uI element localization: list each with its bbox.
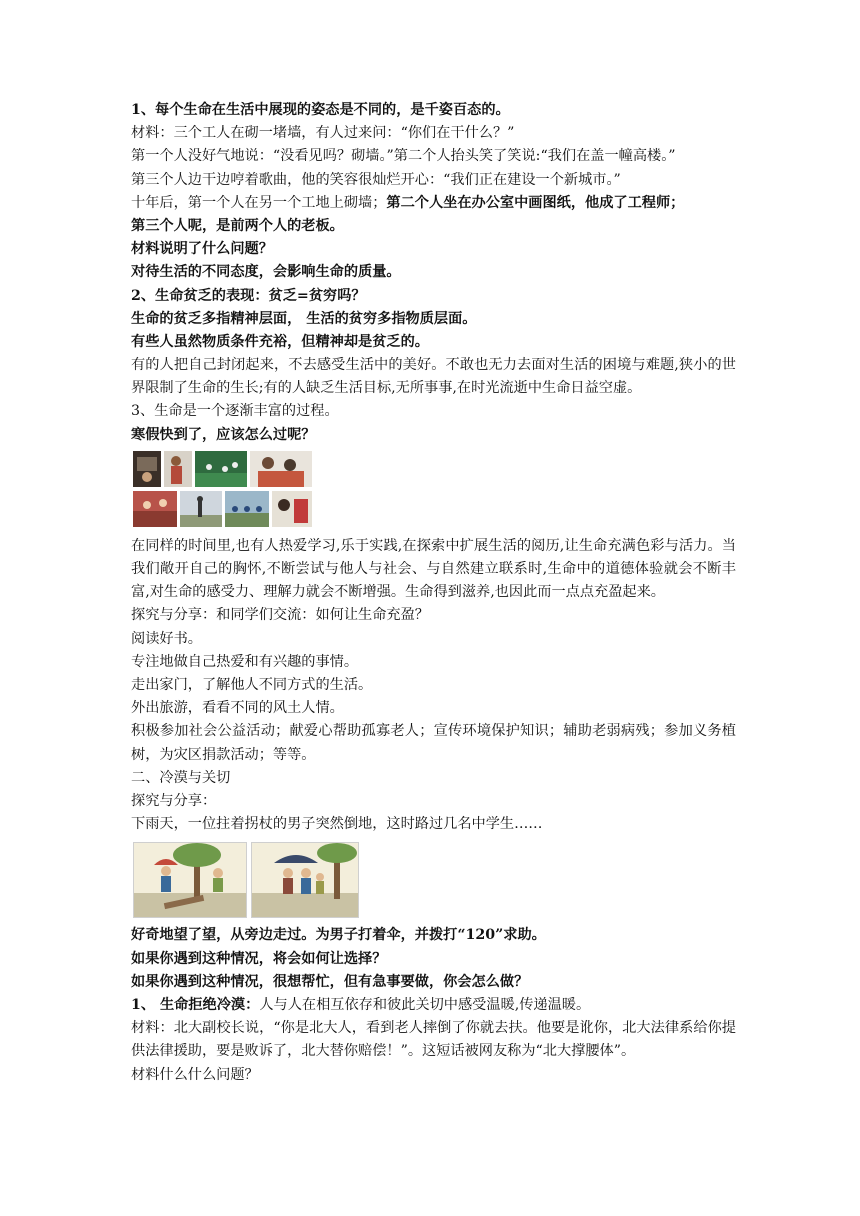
discussion-prompt: 探究与分享： (131, 792, 217, 809)
bold-span: 第二个人坐在办公室中画图纸，他成了工程师； (386, 194, 685, 211)
paragraph: 材料：北大副校长说，“你是北大人，看到老人摔倒了你就去扶。他要是讹你，北大法律系给你提供法律援助，要是败诉了，北大替你赔偿！”。这短话被网友称为“北大撑腰体”。 (131, 1020, 736, 1060)
answer: 有些人虽然物质条件充裕，但精神却是贫乏的。 (131, 333, 429, 350)
material-line (131, 192, 736, 215)
question: 材料什么什么问题？ (131, 1066, 259, 1083)
material-line: 第三个人边干边哼着歌曲，他的笑容很灿烂开心：“我们正在建设一个新城市。” (131, 171, 621, 188)
list-item: 走出家门，了解他人不同方式的生活。 (131, 677, 373, 694)
material-line: 第三个人呢，是前两个人的老板。 (131, 217, 344, 234)
scenario-text: 下雨天，一位拄着拐杖的男子突然倒地，这时路过几名中学生…… (131, 816, 543, 833)
bold-span: 1、 生命拒绝冷漠： (131, 996, 260, 1013)
photo (250, 451, 312, 487)
point-line (131, 994, 736, 1017)
answer: 对待生活的不同态度，会影响生命的质量。 (131, 264, 401, 281)
activity-photo-collage (131, 451, 736, 529)
question: 材料说明了什么问题？ (131, 241, 273, 258)
photo (225, 491, 269, 527)
paragraph: 在同样的时间里,也有人热爱学习,乐于实践,在探索中扩展生活的阅历,让生命充满色彩与活力。当我们敞开自己的胸怀,不断尝试与他人与社会、与自然建立联系时,生命中的道德体验就会不断丰富,对生命的感受力、理解力就会不断增强。生命得到滋养,也因此而一点点充盈起来。 (131, 537, 736, 601)
heading-3: 3、生命是一个逐渐丰富的过程。 (131, 403, 339, 420)
cartoon-passing-by (133, 842, 247, 918)
discussion-prompt: 探究与分享：和同学们交流：如何让生命充盈？ (131, 607, 429, 624)
photo (272, 491, 312, 527)
section-heading: 二、冷漠与关切 (131, 769, 231, 786)
photo (180, 491, 222, 527)
photo (164, 451, 192, 487)
photo (133, 451, 161, 487)
heading-2: 2、生命贫乏的表现：贫乏=贫穷吗？ (131, 287, 366, 304)
question: 如果你遇到这种情况，将会如何让选择？ (131, 950, 387, 967)
list-item: 外出旅游，看看不同的风土人情。 (131, 700, 344, 717)
photo (133, 491, 177, 527)
question: 寒假快到了，应该怎么过呢？ (131, 426, 316, 443)
answer: 生命的贫乏多指精神层面， 生活的贫穷多指物质层面。 (131, 310, 477, 327)
text-span: 十年后，第一个人在另一个工地上砌墙； (131, 194, 387, 211)
paragraph: 有的人把自己封闭起来，不去感受生活中的美好。不敢也无力去面对生活的困境与难题,狭小的世界限制了生命的生长;有的人缺乏生活目标,无所事事,在时光流逝中生命日益空虚。 (131, 357, 736, 397)
scenario-cartoons (131, 842, 736, 916)
scenario-choices: 好奇地望了望，从旁边走过。为男子打着伞，并拨打“120”求助。 (131, 927, 546, 944)
cartoon-helping (251, 842, 359, 918)
list-item: 专注地做自己热爱和有兴趣的事情。 (131, 653, 359, 670)
list-item: 阅读好书。 (131, 630, 202, 647)
question: 如果你遇到这种情况，很想帮忙，但有急事要做，你会怎么做？ (131, 973, 529, 990)
text-span: 人与人在相互依存和彼此关切中感受温暖,传递温暖。 (259, 996, 591, 1013)
heading-1: 1、每个生命在生活中展现的姿态是不同的，是千姿百态的。 (131, 102, 510, 118)
material-line: 第一个人没好气地说：“没看见吗？砌墙。”第二个人抬头笑了笑说:“我们在盖一幢高楼。” (131, 148, 676, 165)
material-line: 材料：三个工人在砌一堵墙，有人过来问：“你们在干什么？” (131, 125, 515, 142)
document-page (131, 99, 736, 1087)
paragraph: 积极参加社会公益活动；献爱心帮助孤寡老人；宣传环境保护知识；辅助老弱病残；参加义务植树，为灾区捐款活动；等等。 (131, 723, 736, 763)
photo (195, 451, 247, 487)
